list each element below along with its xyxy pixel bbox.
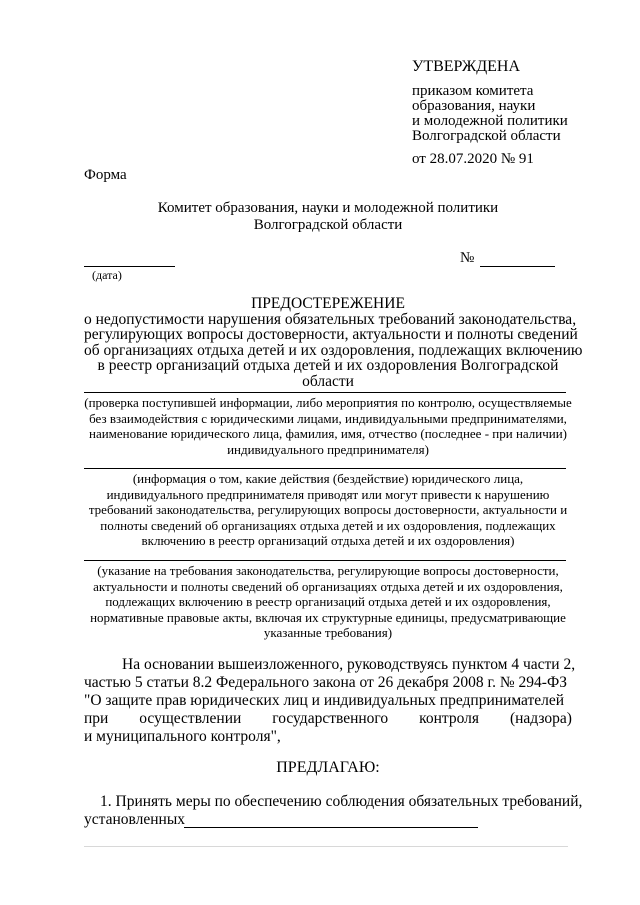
- basis-justified-line: при осуществлении государственного контроля (надзора): [84, 710, 572, 727]
- committee-name: Комитет образования, науки и молодежной политики Волгоградской области: [157, 200, 499, 233]
- propose-heading: ПРЕДЛАГАЮ:: [276, 759, 380, 776]
- approval-title: УТВЕРЖДЕНА: [412, 58, 521, 75]
- field-line-1: [84, 392, 566, 393]
- date-line: [84, 266, 175, 267]
- number-line: [480, 266, 555, 267]
- heading-title: ПРЕДОСТЕРЕЖЕНИЕ: [251, 295, 405, 312]
- number-label: №: [460, 250, 475, 266]
- field-line-2: [84, 468, 566, 469]
- basis-paragraph: На основании вышеизложенного, руководствуясь пунктом 4 части 2, частью 5 статьи 8.2 Федерального закона от 26 декабря 2008 г. № 294-ФЗ "О защите прав юридических лиц и индивидуальных предпринимателей при осуществлении государственного контроля (надзора) и муниципального контроля",: [84, 656, 576, 745]
- date-caption: (дата): [92, 268, 122, 282]
- field-line-3: [84, 560, 566, 561]
- approval-line: приказом комитета: [412, 83, 534, 99]
- item-1-text: 1. Принять меры по обеспечению соблюдения обязательных требований,: [100, 793, 583, 810]
- approval-line: Волгоградской области: [412, 128, 561, 144]
- form-label: Форма: [84, 167, 127, 183]
- item-1-label: установленных: [84, 811, 185, 828]
- item-1-field-line: [184, 827, 478, 828]
- approval-date: от 28.07.2020 № 91: [412, 151, 534, 167]
- caption-1: (проверка поступившей информации, либо мероприятия по контролю, осуществляемые без взаимодействия с юридическими лицами, индивидуальными предпринимателями, наименование юридического лица, фамилия, имя, отчество (последнее - при наличии) индивидуального предпринимателя): [84, 395, 572, 457]
- caption-2: (информация о том, какие действия (бездействие) юридического лица, индивидуального предпринимателя приводят или могут привести к нарушению требований законодательства, регулирующих вопросы достоверности, актуальности и полноты сведений об организациях отдыха детей и их оздоровления, подлежащих включению в реестр организаций отдыха детей и их оздоровления): [88, 471, 568, 548]
- approval-line: образования, науки: [412, 98, 536, 114]
- page-bottom-divider: [84, 846, 568, 847]
- approval-line: и молодежной политики: [412, 113, 568, 129]
- document-heading: ПРЕДОСТЕРЕЖЕНИЕ о недопустимости нарушения обязательных требований законодательства, регулирующих вопросы достоверности, актуальности и полноты сведений об организациях отдыха детей и их оздоровления, подлежащих включению в реестр организаций отдыха детей и их оздоровления Волгоградской области: [84, 295, 583, 390]
- caption-3: (указание на требования законодательства, регулирующие вопросы достоверности, актуальности и полноты сведений об организациях отдыха детей и их оздоровления, подлежащих включению в реестр организаций отдыха детей и их оздоровления, нормативные правовые акты, включая их структурные единицы, предусматривающие указанные требования): [90, 563, 566, 640]
